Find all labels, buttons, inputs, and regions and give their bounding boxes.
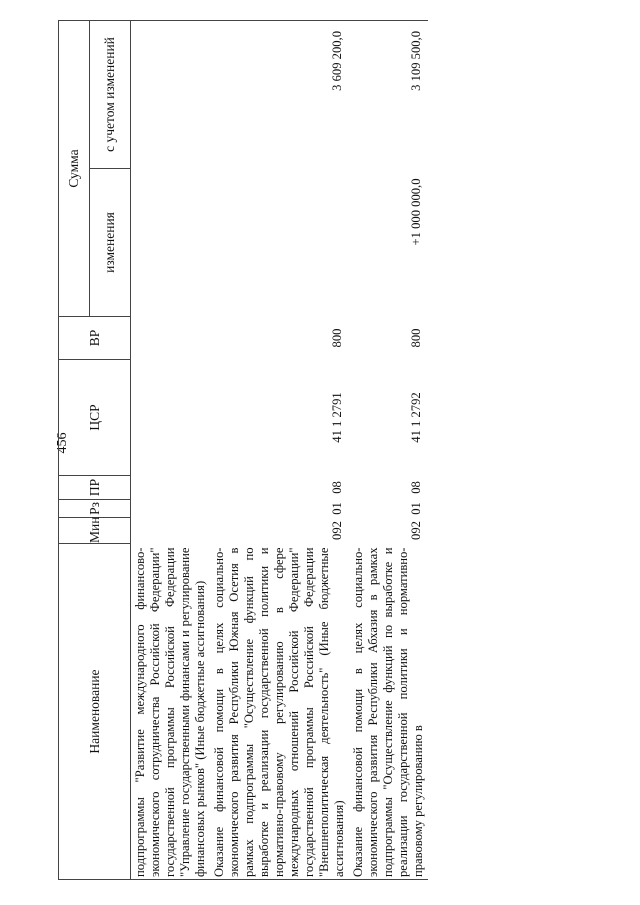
row-with-changes: 3 109 500,0 xyxy=(349,21,428,169)
row-name: подпрограммы "Развитие международного финансово-экономического сотрудничества Российской Федерации" государственной программы Российской Федерации "Управление государственными финансами и регулирование финансовых рынков" (Иные бюджетные ассигнования) xyxy=(131,544,211,880)
header-min: Мин xyxy=(59,518,131,544)
row-csr: 41 1 2791 xyxy=(330,392,344,443)
row-name: Оказание финансовой помощи в целях социально-экономического развития Республики Абхазия в рамках подпрограммы "Осуществление функций по выработке и реализации государственной политики и нормативно-правовому регулированию в xyxy=(349,544,428,880)
row-csr: 41 1 2792 xyxy=(409,392,423,443)
header-with-changes: с учетом изменений xyxy=(90,21,131,169)
row-pr: 08 xyxy=(409,481,423,494)
row-with-changes: 3 609 200,0 xyxy=(210,21,349,169)
row-pr xyxy=(131,476,211,500)
header-sum: Сумма xyxy=(59,21,90,317)
header-pr: ПР xyxy=(59,476,131,500)
row-min: 092 xyxy=(330,521,344,540)
row-name: Оказание финансовой помощи в целях социально-экономического развития Республики Южная Осетия в рамках подпрограммы "Осуществление функций по выработке и реализации государственной политики и нормативно-правовому регулированию в сфере международных отношений Российской Федерации" государственной программы Российской Федерации "Внешнеполитическая деятельность" (Иные бюджетные ассигнования) xyxy=(210,544,349,880)
table-row xyxy=(210,21,349,880)
header-vr: ВР xyxy=(59,317,131,360)
row-with-changes xyxy=(131,21,211,169)
header-rz: Рз xyxy=(59,500,131,518)
table-row xyxy=(131,21,211,880)
row-vr: 800 xyxy=(409,328,423,348)
header-name: Наименование xyxy=(59,544,131,880)
budget-table-rotated xyxy=(58,20,578,880)
row-changes xyxy=(210,169,349,317)
header-changes: изменения xyxy=(90,169,131,317)
row-rz xyxy=(131,500,211,518)
row-csr xyxy=(131,360,211,476)
row-min xyxy=(131,518,211,544)
table-row xyxy=(349,21,428,880)
page-number: 456 xyxy=(55,432,70,454)
row-min: 092 xyxy=(409,521,423,540)
row-pr: 08 xyxy=(330,481,344,494)
row-changes xyxy=(131,169,211,317)
row-rz: 01 xyxy=(409,502,423,515)
row-vr: 800 xyxy=(330,328,344,348)
row-changes: +1 000 000,0 xyxy=(409,178,423,246)
header-csr: ЦСР xyxy=(59,360,131,476)
row-vr xyxy=(131,317,211,360)
row-rz: 01 xyxy=(330,502,344,515)
budget-table xyxy=(58,20,428,880)
